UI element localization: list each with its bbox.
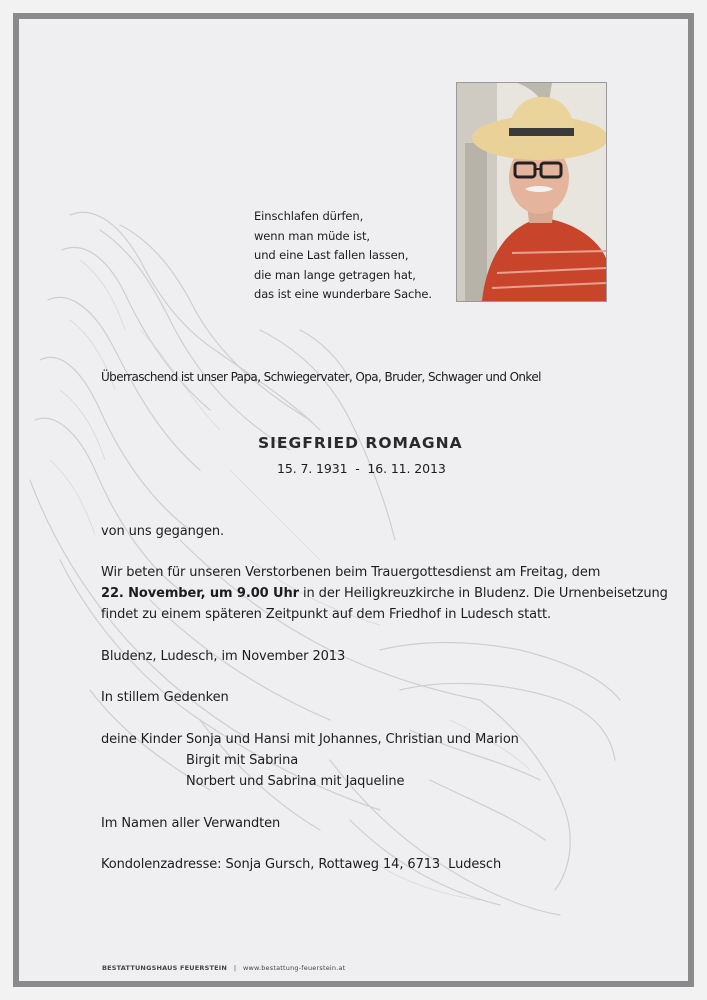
service-line-2-rest: in der Heiligkreuzkirche in Bludenz. Die Urnenbeisetzung [298,586,668,601]
footer [102,964,345,972]
service-line-1: Wir beten für unseren Verstorbenen beim Trauergottesdienst am Freitag, dem [101,565,601,580]
service-paragraph [101,562,668,625]
footer-website[interactable]: www.bestattung-feuerstein.at [243,964,346,972]
deceased-name: SIEGFRIED ROMAGNA [258,434,463,452]
gone-text: von uns gegangen. [101,524,225,539]
poem-line: die man lange getragen hat, [254,267,416,282]
children-line: Norbert und Sabrina mit Jaqueline [186,774,405,789]
portrait-image [457,83,606,301]
children-line: Sonja und Hansi mit Johannes, Christian und Marion [186,732,519,747]
poem-line: das ist eine wunderbare Sache. [254,287,432,301]
poem-line: und eine Last fallen lassen, [254,248,409,262]
service-line-2 [101,583,668,604]
children-label: deine Kinder [101,732,183,747]
children-list [186,729,519,792]
relatives-text: Im Namen aller Verwandten [101,816,281,831]
portrait-photo [456,82,607,302]
condolence-address: Kondolenzadresse: Sonja Gursch, Rottaweg 14, 6713 Ludesch [101,857,502,872]
children-line: Birgit mit Sabrina [186,753,299,768]
service-date-time: 22. November, um 9.00 Uhr [101,586,299,601]
deceased-dates: 15. 7. 1931 - 16. 11. 2013 [277,461,446,476]
poem-line: Einschlafen dürfen, [254,209,364,223]
footer-separator: | [233,964,237,972]
poem [254,207,432,305]
poem-line: wenn man müde ist, [254,228,370,243]
service-line-3: findet zu einem späteren Zeitpunkt auf dem Friedhof in Ludesch statt. [101,607,552,622]
footer-brand: BESTATTUNGSHAUS FEUERSTEIN [102,964,227,972]
intro-text: Überraschend ist unser Papa, Schwiegervater, Opa, Bruder, Schwager und Onkel [101,370,541,384]
place-date: Bludenz, Ludesch, im November 2013 [101,649,346,664]
memory-text: In stillem Gedenken [101,690,229,705]
